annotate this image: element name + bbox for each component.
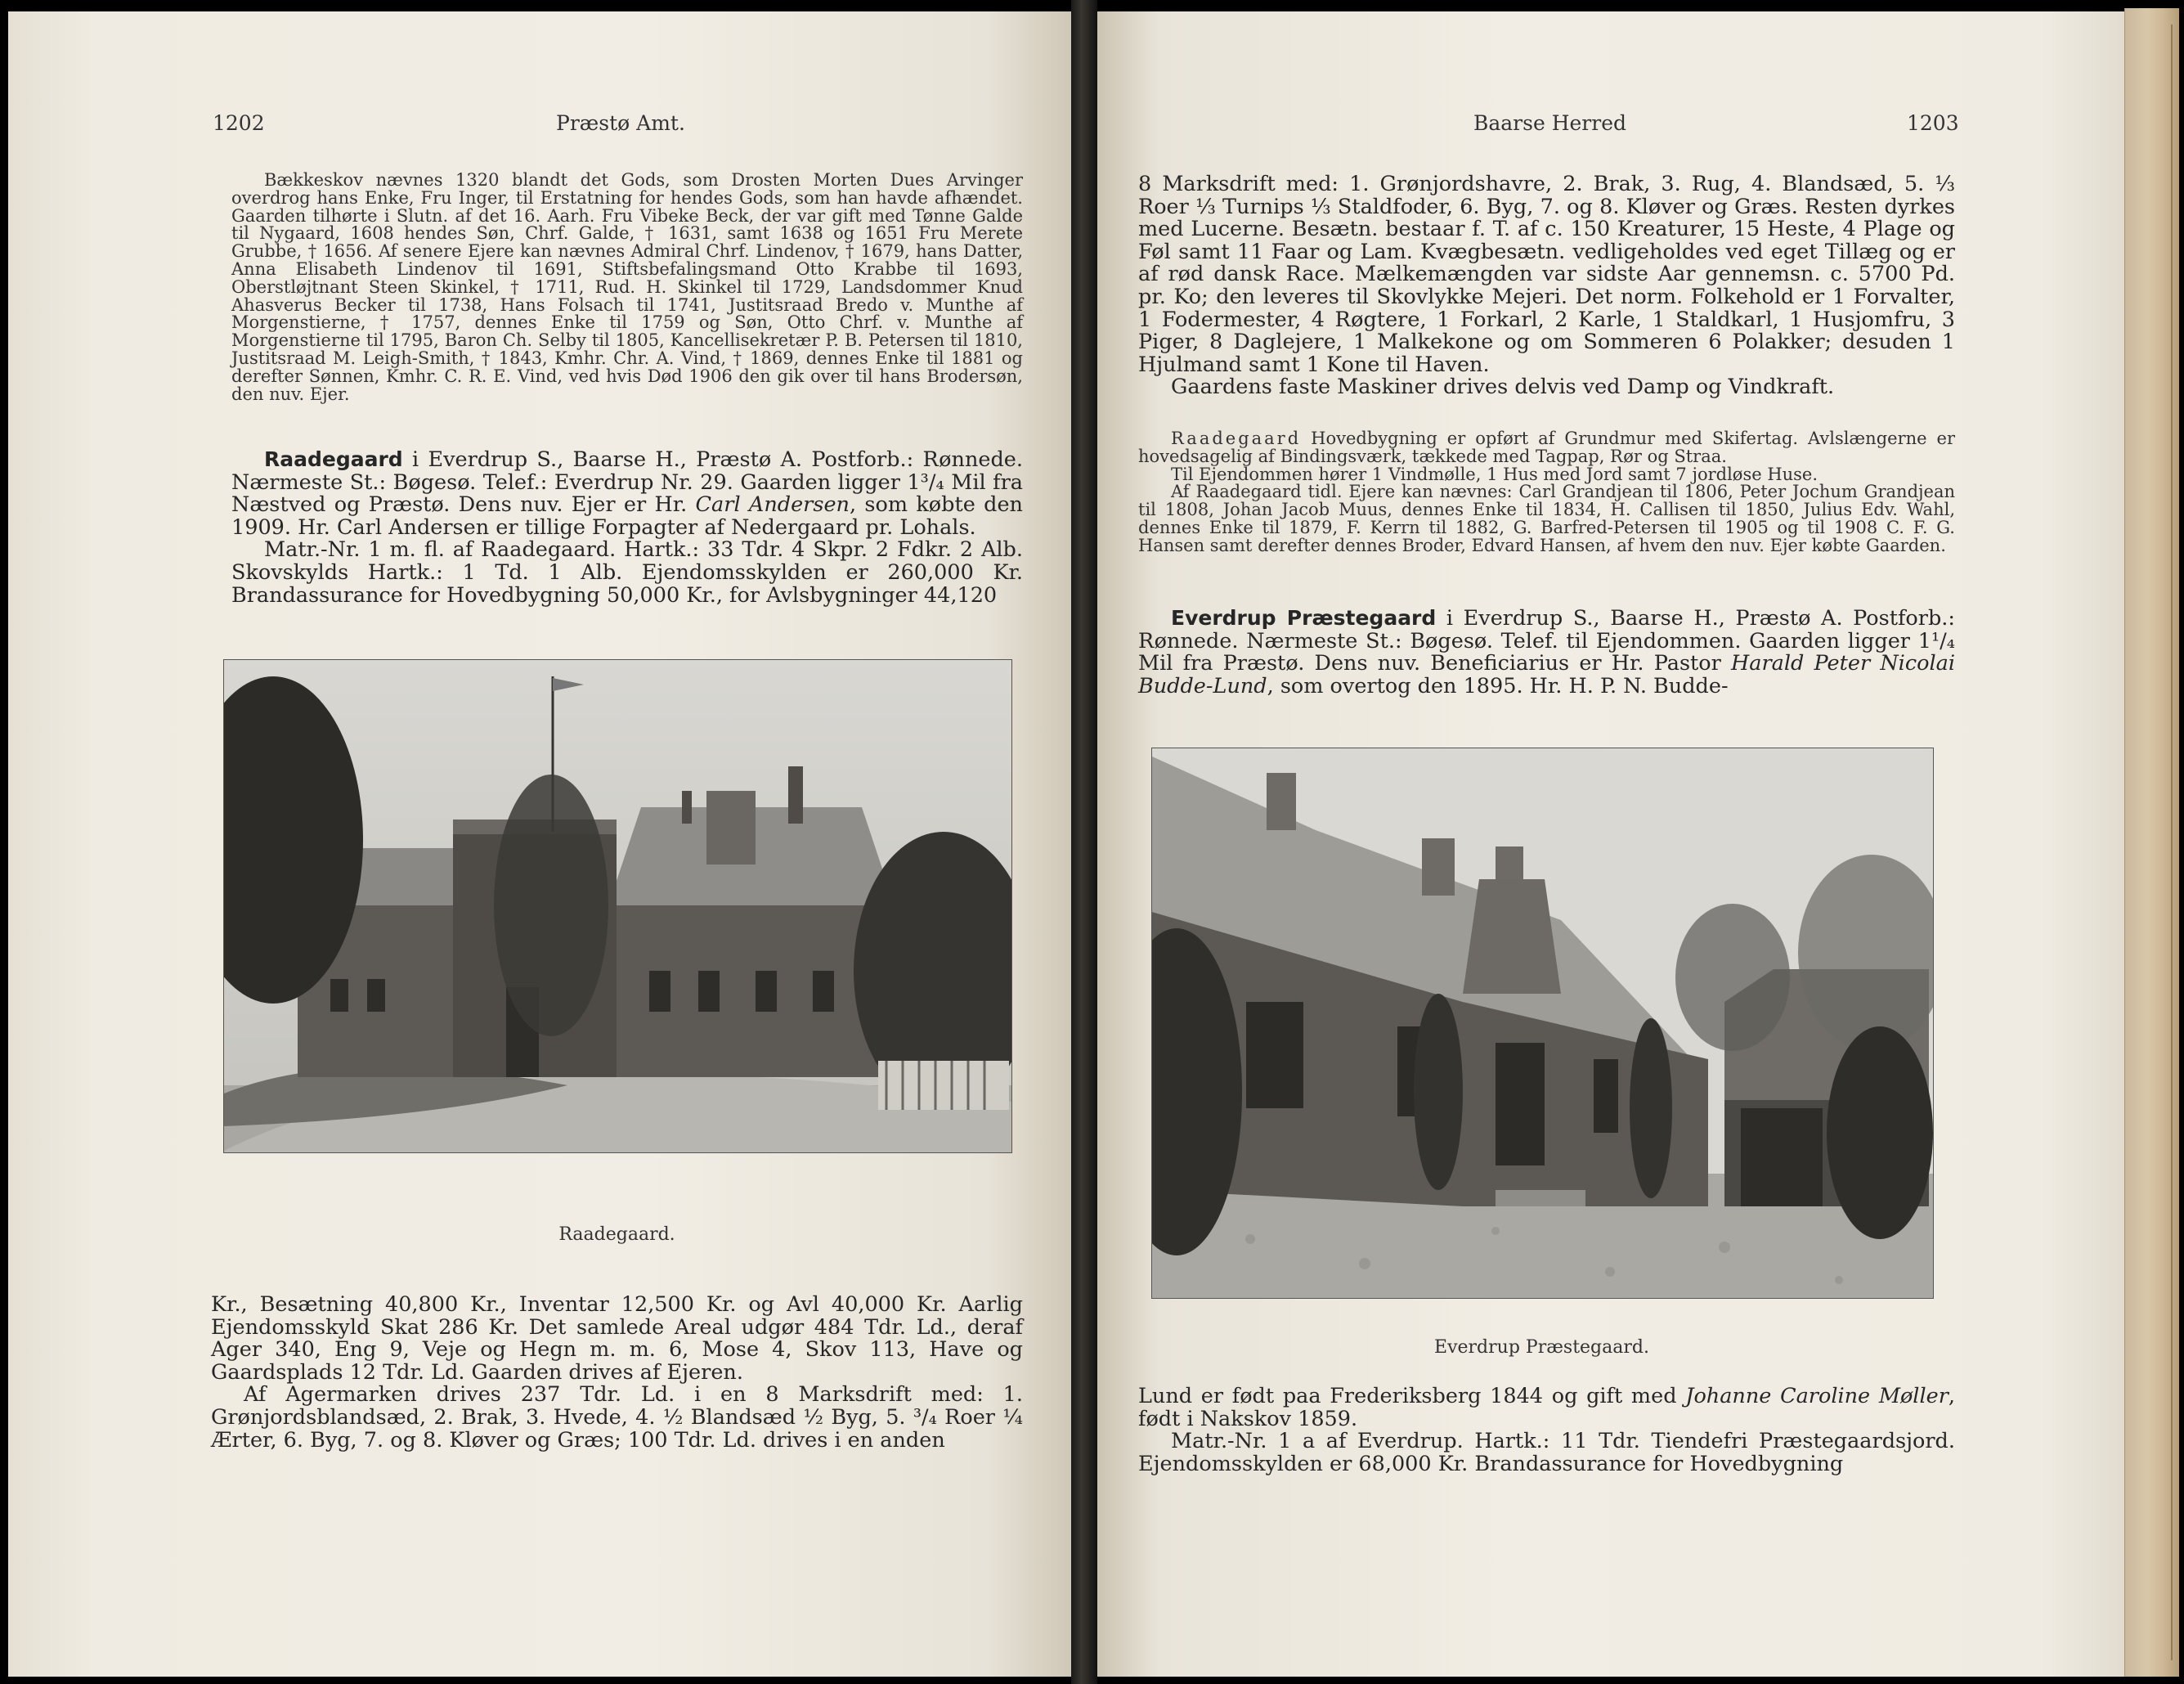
raadegaard-continuation: Kr., Besætning 40,800 Kr., Inventar 12,500 Kr. og Avl 40,000 Kr. Aarlig Ejendomsskyld Skat 286 Kr. Det samlede Areal udgør 484 Tdr. Ld., deraf Ager 340, Eng 9, Veje og Hegn m. m. 6, Mose 4, Skov 113, Have og Gaardsplads 12 Tdr. Ld. Gaarden drives af Ejeren. Af Agermarken drives 237 Tdr. Ld. i en 8 Marksdrift med: 1. Grønjordsblandsæd, 2. Brak, 3. Hvede, 4. ½ Blandsæd ½ Byg, 5. ³/₄ Roer ¼ Ærter, 6. Byg, 7. og 8. Kløver og Græs; 100 Tdr. Ld. drives i en anden [211, 1292, 1023, 1453]
raadegaard-photo-caption: Raadegaard. [558, 1224, 675, 1245]
left-running-head: Præstø Amt. [556, 111, 685, 135]
everdrup-photo-caption: Everdrup Præstegaard. [1434, 1337, 1649, 1358]
everdrup-photo [1151, 748, 1934, 1299]
book-spine [1071, 0, 1097, 1684]
entry-title: Everdrup Præstegaard [1171, 606, 1437, 630]
budde-lund-section: Lund er født paa Frederiksberg 1844 og gift med Johanne Caroline Møller, født i Nakskov 1859. Matr.-Nr. 1 a af Everdrup. Hartk.: 11 Tdr. Tiendefri Præstegaardsjord. Ejendomsskylden er 68,000 Kr. Brandassurance for Hovedbygning [1138, 1384, 1955, 1476]
owner-name: Harald Peter Nicolai Budde-Lund [1138, 651, 1955, 698]
raadegaard-entry: Raadegaard i Everdrup S., Baarse H., Præstø A. Postforb.: Rønnede. Nærmeste St.: Bøgesø. Telef.: Everdrup Nr. 29. Gaarden ligger 1³/₄ Mil fra Næstved og Præstø. Dens nuv. Ejer er Hr. Carl Andersen, som købte den 1909. Hr. Carl Andersen er tillige Forpagter af Nedergaard pr. Lohals. Matr.-Nr. 1 m. fl. af Raadegaard. Hartk.: 33 Tdr. 4 Skpr. 2 Fdkr. 2 Alb. Skovskylds Hartk.: 1 Td. 1 Alb. Ejendomsskylden er 260,000 Kr. Brandassurance for Hovedbygning 50,000 Kr., for Avlsbygninger 44,120 [231, 447, 1023, 608]
wife-name: Johanne Caroline Møller [1685, 1384, 1949, 1408]
entry-title: Raadegaard [264, 447, 403, 471]
raadegaard-buildings-section: Raadegaard Hovedbygning er opført af Grundmur med Skifertag. Avlslængerne er hovedsagelig af Bindingsværk, tækkede med Tagpap, Rør og Straa. Til Ejendommen hører 1 Vindmølle, 1 Hus med Jord samt 7 jordløse Huse. Af Raadegaard tidl. Ejere kan nævnes: Carl Grandjean til 1806, Peter Jochum Grandjean til 1808, Johan Jacob Muus, dennes Enke til 1834, H. Callisen til 1850, Julius Edv. Wahl, dennes Enke til 1879, F. Kerrn til 1882, G. Barfred-Petersen til 1905 og til 1908 C. F. G. Hansen samt derefter dennes Broder, Edvard Hansen, af hvem den nuv. Ejer købte Gaarden. [1138, 429, 1955, 555]
matr-paragraph: Matr.-Nr. 1 m. fl. af Raadegaard. Hartk.: 33 Tdr. 4 Skpr. 2 Fdkr. 2 Alb. Skovskylds Hartk.: 1 Td. 1 Alb. Ejendomsskylden er 260,000 Kr. Brandassurance for Hovedbygning 50,000 Kr., for Avlsbygninger 44,120 [231, 537, 1023, 608]
left-page-number: 1202 [213, 111, 265, 135]
maskiner-paragraph: Gaardens faste Maskiner drives delvis ved Damp og Vindkraft. [1171, 375, 1835, 400]
right-running-head: Baarse Herred [1473, 111, 1626, 135]
agermark-paragraph: Af Agermarken drives 237 Tdr. Ld. i en 8 Marksdrift med: 1. Grønjordsblandsæd, 2. Brak, 3. Hvede, 4. ½ Blandsæd ½ Byg, 5. ³/₄ Roer ¼ Ærter, 6. Byg, 7. og 8. Kløver og Græs; 100 Tdr. Ld. drives i en anden [211, 1382, 1023, 1453]
history-paragraph: Bækkeskov nævnes 1320 blandt det Gods, som Drosten Morten Dues Arvinger overdrog hans Enke, Fru Inger, til Erstatning for hendes Gods, som han havde afhændet. Gaarden tilhørte i Slutn. af det 16. Aarh. Fru Vibeke Beck, der var gift med Tønne Galde til Nygaard, 1608 hendes Søn, Chrf. Galde, † 1631, samt 1638 og 1651 Fru Merete Grubbe, † 1656. Af senere Ejere kan nævnes Admiral Chrf. Lindenov, † 1679, hans Datter, Anna Elisabeth Lindenov til 1691, Stiftsbefalingsmand Otto Krabbe til 1693, Oberstløjtnant Steen Skinkel, † 1711, Rud. H. Skinkel til 1729, Landsdommer Knud Ahasverus Becker til 1738, Hans Folsach til 1741, Justitsraad Bredo v. Munthe af Morgenstierne, † 1757, dennes Enke til 1759 og Søn, Otto Chrf. v. Munthe af Morgenstierne til 1795, Baron Ch. Selby til 1805, Kancellisekretær P. B. Petersen til 1810, Justitsraad M. Leigh-Smith, † 1843, Kmhr. Chr. A. Vind, † 1869, dennes Enke til 1881 og derefter Sønnen, Kmhr. C. R. E. Vind, ved hvis Død 1906 den gik over til hans Brodersøn, den nuv. Ejer. [231, 170, 1023, 404]
right-page-number: 1203 [1907, 111, 1959, 135]
everdrup-entry: Everdrup Præstegaard i Everdrup S., Baarse H., Præstø A. Postforb.: Rønnede. Nærmeste St.: Bøgesø. Telef. til Ejendommen. Gaarden ligger 1¹/₄ Mil fra Præstø. Dens nuv. Beneficiarius er Hr. Pastor Harald Peter Nicolai Budde-Lund, som overtog den 1895. Hr. H. P. N. Budde- [1138, 606, 1955, 698]
marksdrift-section: 8 Marksdrift med: 1. Grønjordshavre, 2. Brak, 3. Rug, 4. Blandsæd, 5. ⅓ Roer ⅓ Turnips ⅓ Staldfoder, 6. Byg, 7. og 8. Kløver og Græs. Resten dyrkes med Lucerne. Besætn. bestaar f. T. af c. 150 Kreaturer, 15 Heste, 4 Plage og Føl samt 11 Faar og Lam. Kvægbesætn. vedligeholdes ved eget Tillæg og er af rød dansk Race. Mælkemængden var sidste Aar gennemsn. c. 5700 Pd. pr. Ko; den leveres til Skovlykke Mejeri. Det norm. Folkehold er 1 Forvalter, 1 Fodermester, 4 Røgtere, 1 Forkarl, 2 Karle, 1 Staldkarl, 1 Husjomfru, 3 Piger, 8 Daglejere, 1 Malkekone og om Sommeren 6 Polakker; desuden 1 Hjulmand samt 1 Kone til Haven. Gaardens faste Maskiner drives delvis ved Damp og Vindkraft. [1138, 172, 1955, 400]
owner-name: Carl Andersen [695, 492, 850, 518]
everdrup-matr-paragraph: Matr.-Nr. 1 a af Everdrup. Hartk.: 11 Tdr. Tiendefri Præstegaardsjord. Ejendomsskylden er 68,000 Kr. Brandassurance for Hovedbygning [1138, 1429, 1955, 1476]
book-page-edges [2124, 8, 2179, 1677]
raadegaard-photo [223, 659, 1012, 1153]
